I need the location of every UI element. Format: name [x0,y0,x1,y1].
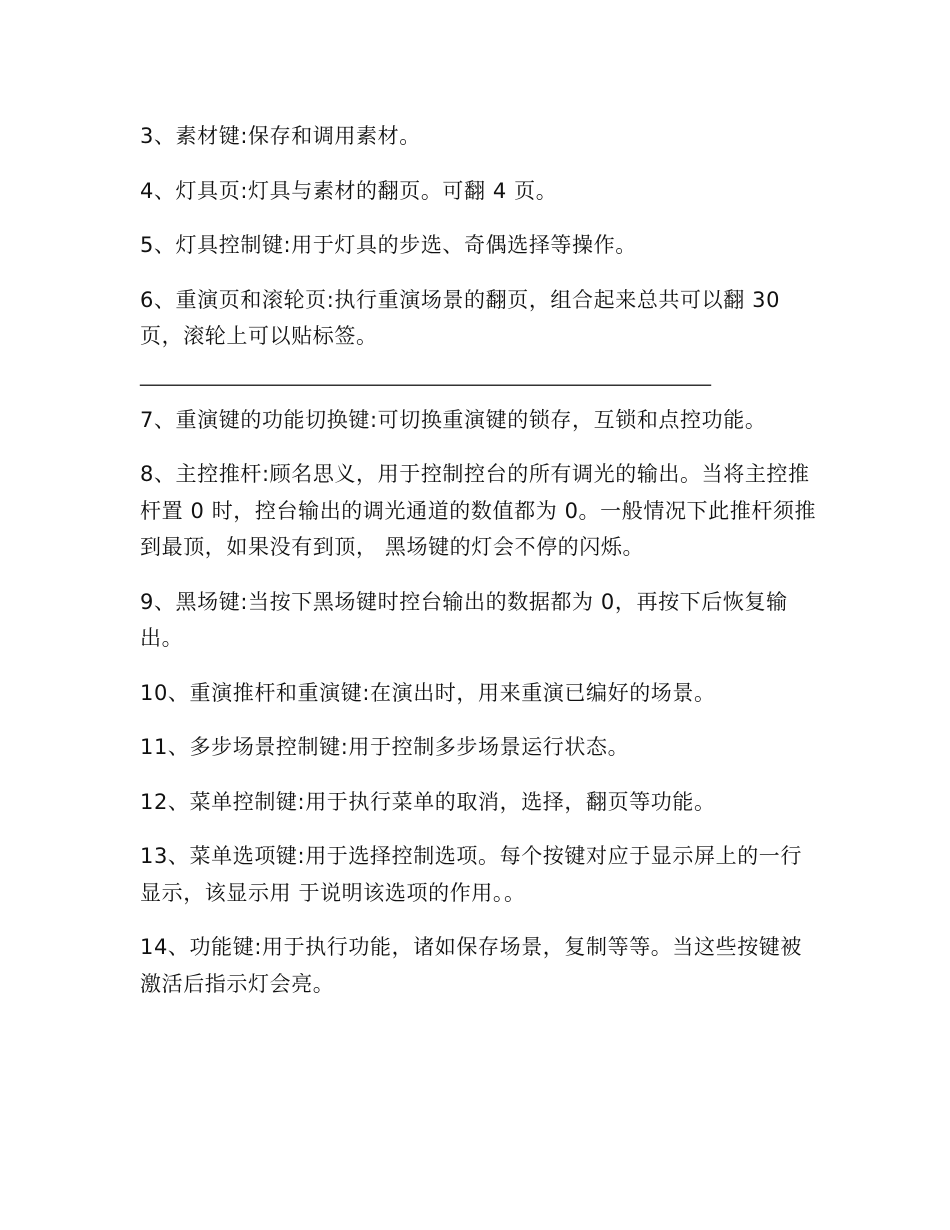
paragraph-item-12: 12、菜单控制键:用于执行菜单的取消，选择，翻页等功能。 [140,789,716,814]
paragraph-item-13: 13、菜单选项键:用于选择控制选项。每个按键对应于显示屏上的一行显示，该显示用 于说明该选项的作用。。 [140,844,802,905]
paragraph-item-14: 14、功能键:用于执行功能，诸如保存场景，复制等等。当这些按键被激活后指示灯会亮。 [140,935,802,996]
section-divider: ____________________________________________________________ [140,361,710,386]
paragraph-item-7: 7、重演键的功能切换键:可切换重演键的锁存，互锁和点控功能。 [140,407,767,432]
paragraph-item-4: 4、灯具页:灯具与素材的翻页。可翻 4 页。 [140,178,558,203]
paragraph-item-6: 6、重演页和滚轮页:执行重演场景的翻页，组合起来总共可以翻 30 页，滚轮上可以贴标签。 [140,287,788,348]
paragraph-item-8: 8、主控推杆:顾名思义，用于控制控台的所有调光的输出。当将主控推杆置 0 时，控台输出的调光通道的数值都为 0。一般情况下此推杆须推到最顶，如果没有到顶， 黑场键的灯会不停的闪烁。 [140,462,817,559]
document-body [140,118,820,1002]
paragraph-item-10: 10、重演推杆和重演键:在演出时，用来重演已编好的场景。 [140,680,716,705]
paragraph-item-5: 5、灯具控制键:用于灯具的步选、奇偶选择等操作。 [140,233,637,257]
paragraph-item-9: 9、黑场键:当按下黑场键时控台输出的数据都为 0，再按下后恢复输出。 [140,589,788,650]
paragraph-item-11: 11、多步场景控制键:用于控制多步场景运行状态。 [140,735,630,759]
paragraph-item-3: 3、素材键:保存和调用素材。 [140,124,421,148]
